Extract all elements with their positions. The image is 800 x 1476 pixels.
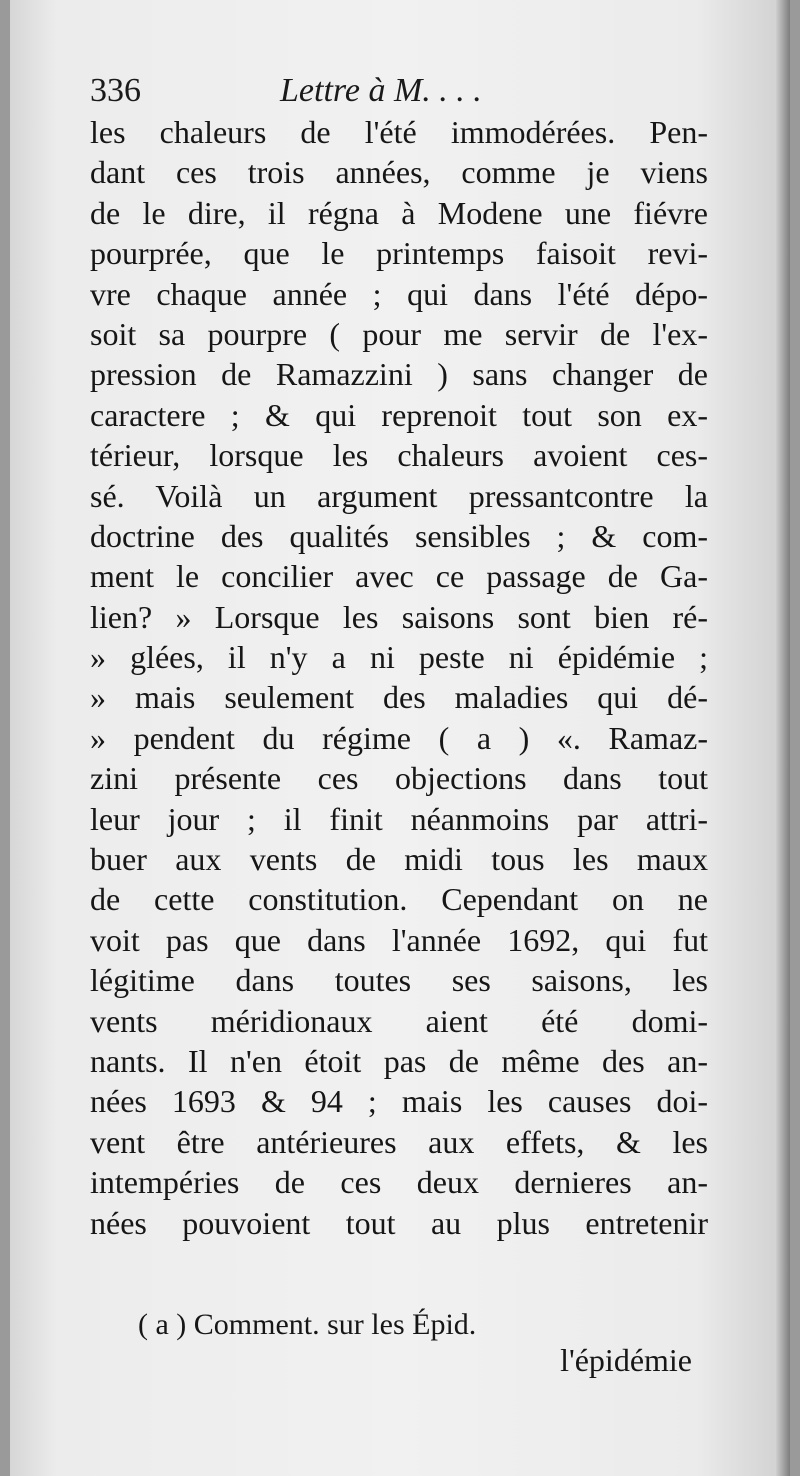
text-line: intempéries de ces deux dernieres an- xyxy=(90,1164,708,1201)
text-line: vent être antérieures aux effets, & les xyxy=(90,1123,708,1160)
text-line: leur jour ; il finit néanmoins par attri- xyxy=(90,800,708,837)
text-line: vre chaque année ; qui dans l'été dépo- xyxy=(90,275,708,312)
text-line: buer aux vents de midi tous les maux xyxy=(90,841,708,878)
text-line: nées 1693 & 94 ; mais les causes doi- xyxy=(90,1083,708,1120)
text-line: sé. Voilà un argument pressantcontre la xyxy=(90,477,708,514)
text-line: » glées, il n'y a ni peste ni épidémie ; xyxy=(90,639,708,676)
book-page xyxy=(10,0,790,1476)
text-line: nées pouvoient tout au plus entretenir xyxy=(90,1204,708,1241)
text-line: voit pas que dans l'année 1692, qui fut xyxy=(90,921,708,958)
text-line: pourprée, que le printemps faisoit revi- xyxy=(90,235,708,272)
text-line: dant ces trois années, comme je viens xyxy=(90,154,708,191)
text-line: nants. Il n'en étoit pas de même des an- xyxy=(90,1042,708,1079)
page-number: 336 xyxy=(90,72,141,109)
text-line: pression de Ramazzini ) sans changer de xyxy=(90,356,708,393)
text-line: soit sa pourpre ( pour me servir de l'ex- xyxy=(90,315,708,352)
text-line: caractere ; & qui reprenoit tout son ex- xyxy=(90,396,708,433)
text-line: zini présente ces objections dans tout xyxy=(90,760,708,797)
text-line: » mais seulement des maladies qui dé- xyxy=(90,679,708,716)
text-line: ment le concilier avec ce passage de Ga- xyxy=(90,558,708,595)
text-line: les chaleurs de l'été immodérées. Pen- xyxy=(90,114,708,150)
text-line: de le dire, il régna à Modene une fiévre xyxy=(90,194,708,231)
body-text xyxy=(90,112,708,1243)
page-gutter-shadow xyxy=(776,0,790,1476)
text-line: » pendent du régime ( a ) «. Ramaz- xyxy=(90,719,708,756)
running-title: Lettre à M. . . . xyxy=(280,72,482,109)
text-line: légitime dans toutes ses saisons, les xyxy=(90,962,708,999)
text-line: de cette constitution. Cependant on ne xyxy=(90,881,708,918)
catchword: l'épidémie xyxy=(560,1342,692,1378)
text-line: doctrine des qualités sensibles ; & com- xyxy=(90,517,708,554)
text-line: térieur, lorsque les chaleurs avoient ces- xyxy=(90,437,708,474)
text-line: vents méridionaux aient été domi- xyxy=(90,1002,708,1039)
footnote: ( a ) Comment. sur les Épid. xyxy=(138,1308,477,1341)
text-line: lien? » Lorsque les saisons sont bien ré- xyxy=(90,598,708,635)
